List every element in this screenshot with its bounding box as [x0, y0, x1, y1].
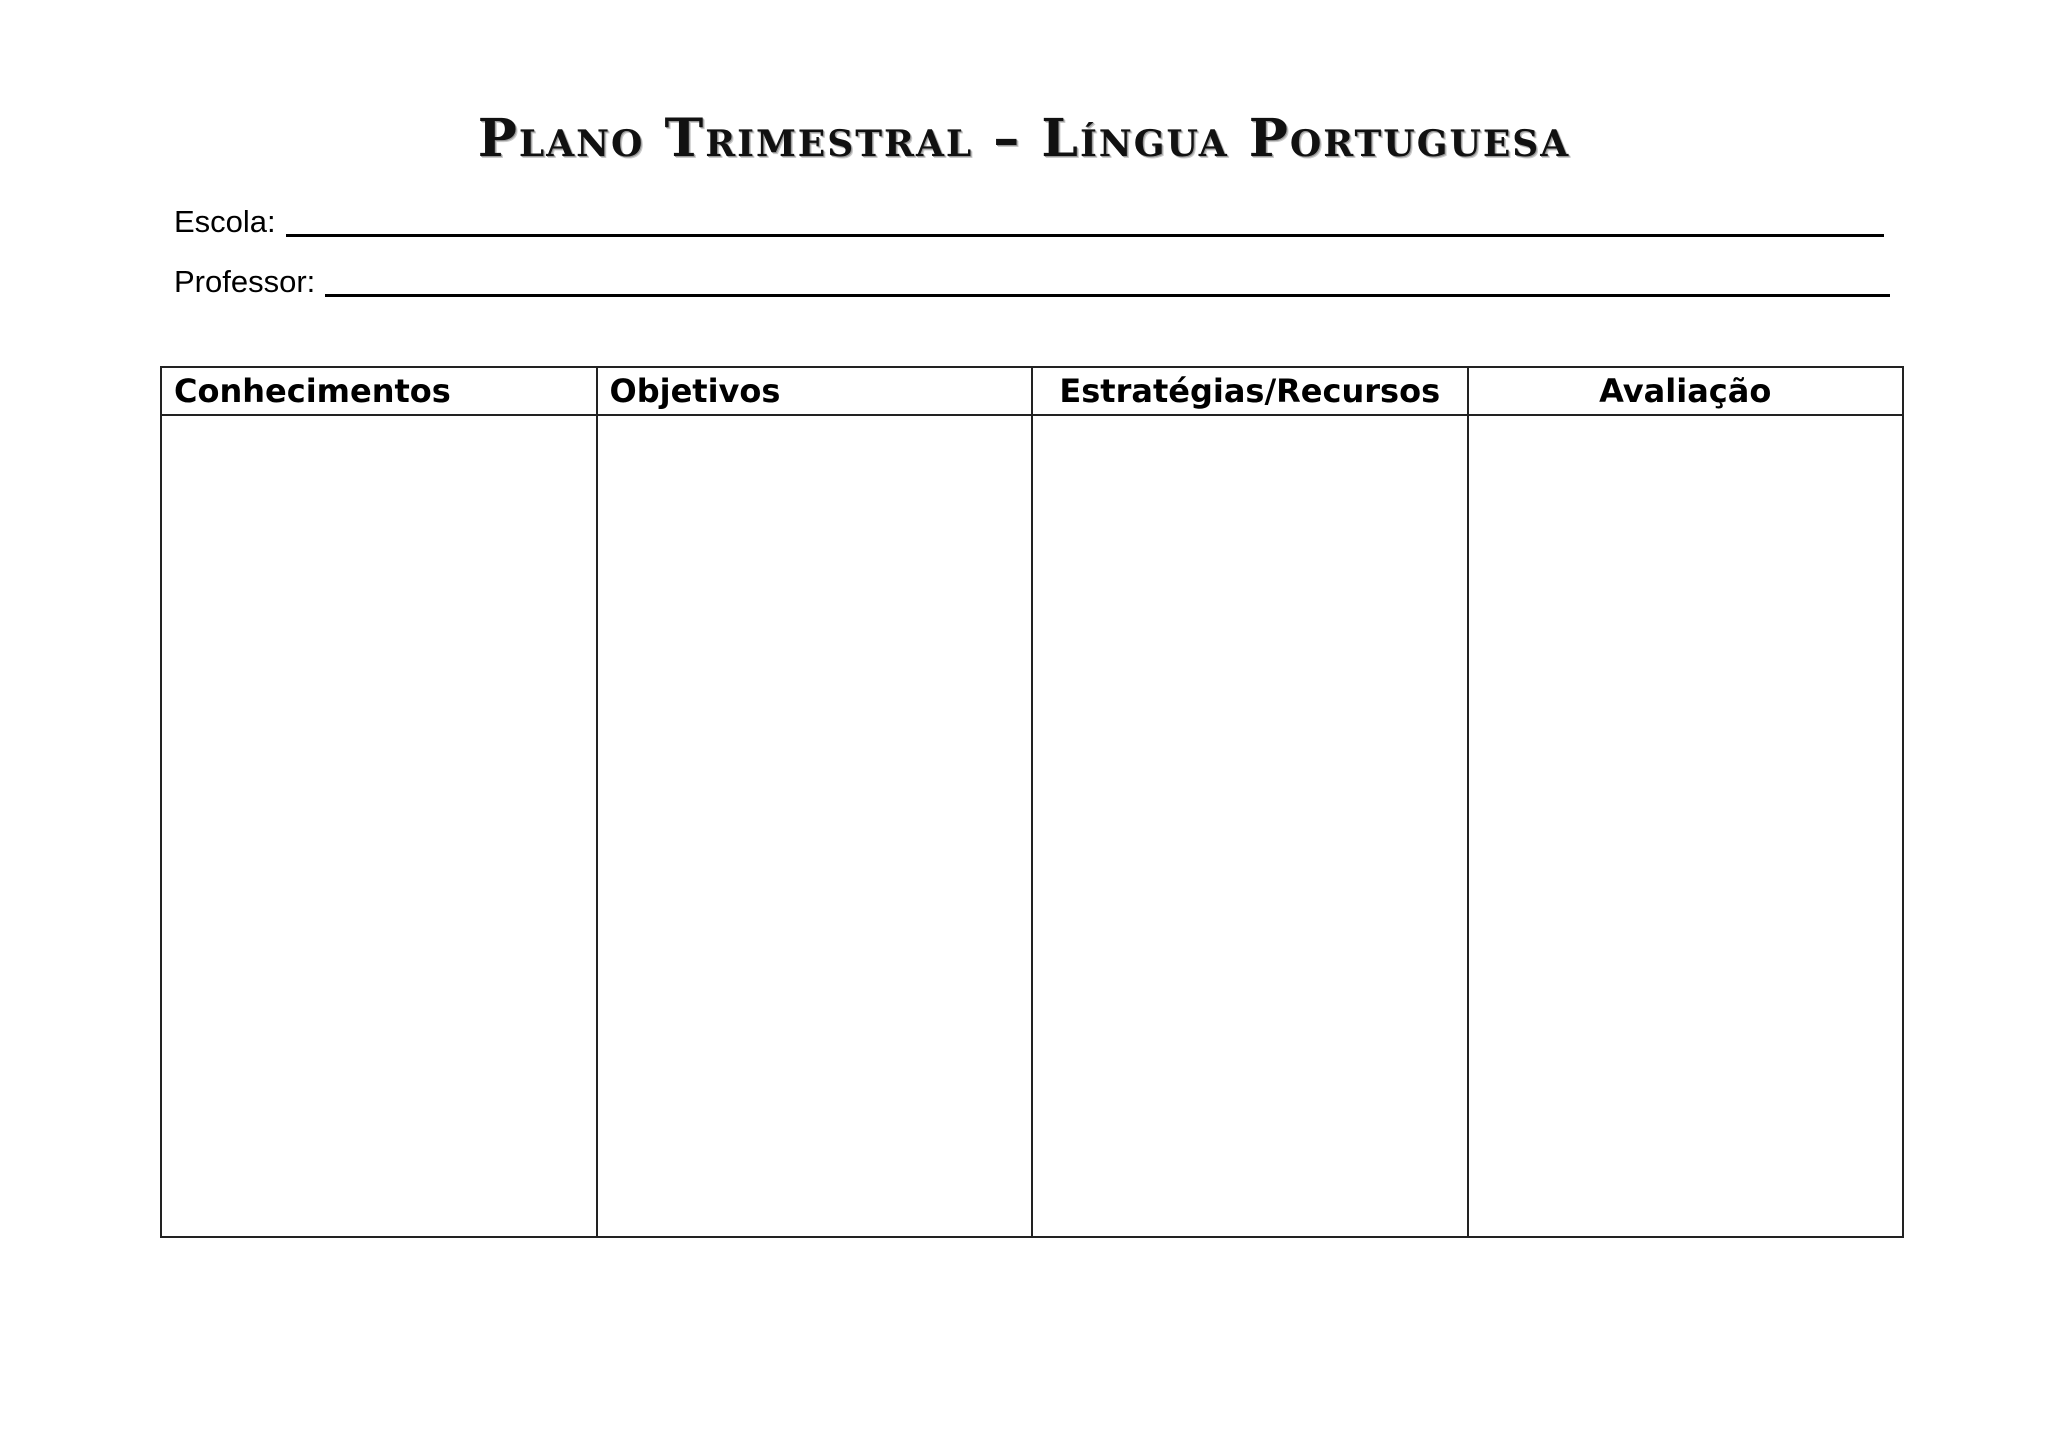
professor-field[interactable]: [174, 266, 1890, 297]
header-conhecimentos: Conhecimentos: [161, 367, 597, 415]
document-title: Plano Trimestral – Língua Portuguesa: [477, 108, 1571, 169]
escola-blank-line[interactable]: [286, 206, 1884, 237]
table-row: [161, 415, 1903, 1237]
plan-table: [160, 366, 1904, 1238]
professor-blank-line[interactable]: [325, 266, 1890, 297]
cell-estrategias-recursos[interactable]: [1032, 415, 1468, 1237]
professor-label: Professor:: [174, 264, 316, 299]
escola-label: Escola:: [174, 204, 276, 239]
header-estrategias-recursos: Estratégias/Recursos: [1032, 367, 1468, 415]
escola-field[interactable]: [174, 206, 1884, 237]
table-header-row: [161, 367, 1903, 415]
cell-objetivos[interactable]: [597, 415, 1033, 1237]
header-avaliacao: Avaliação: [1468, 367, 1904, 415]
header-objetivos: Objetivos: [597, 367, 1033, 415]
cell-avaliacao[interactable]: [1468, 415, 1904, 1237]
cell-conhecimentos[interactable]: [161, 415, 597, 1237]
